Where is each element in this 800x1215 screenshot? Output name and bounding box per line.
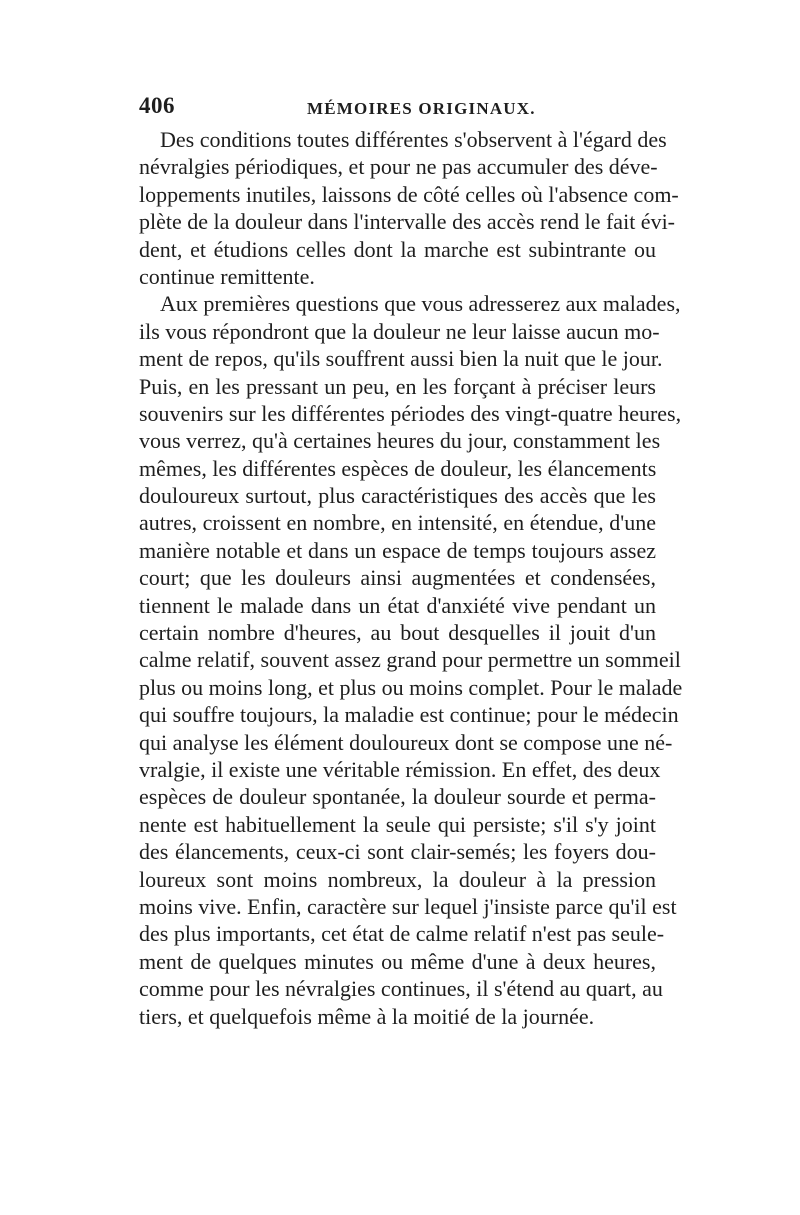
text-line: manière notable et dans un espace de temps toujours assez xyxy=(139,537,656,563)
text-line: plus ou moins long, et plus ou moins complet. Pour le malade xyxy=(139,674,683,700)
text-line: ment de repos, qu'ils souffrent aussi bien la nuit que le jour. xyxy=(139,346,663,372)
text-line: Des conditions toutes différentes s'observent à l'égard des xyxy=(160,127,667,152)
text-line: mêmes, les différentes espèces de douleur, les élancements xyxy=(139,455,657,481)
text-line: tiennent le malade dans un état d'anxiété vive pendant un xyxy=(139,592,656,618)
text-line: des élancements, ceux-ci sont clair-semés; les foyers dou- xyxy=(139,839,656,865)
page-header xyxy=(139,93,655,123)
text-line: plète de la douleur dans l'intervalle des accès rend le fait évi- xyxy=(139,209,676,235)
text-line: comme pour les névralgies continues, il s'étend au quart, au xyxy=(139,976,663,1002)
text-line: dent, et étudions celles dont la marche est subintrante ou xyxy=(139,236,656,262)
text-line: Aux premières questions que vous adresserez aux malades, xyxy=(160,291,681,317)
text-line: des plus importants, cet état de calme relatif n'est pas seule- xyxy=(139,921,665,947)
body-text xyxy=(139,126,683,1030)
text-line: souvenirs sur les différentes périodes des vingt-quatre heures, xyxy=(139,400,682,426)
text-line: vous verrez, qu'à certaines heures du jour, constamment les xyxy=(139,428,661,454)
page-number: 406 xyxy=(139,93,175,118)
text-line: continue remittente. xyxy=(139,263,315,289)
text-line: calme relatif, souvent assez grand pour permettre un sommeil xyxy=(139,647,681,673)
text-line: ils vous répondront que la douleur ne leur laisse aucun mo- xyxy=(139,318,660,344)
text-line: certain nombre d'heures, au bout desquelles il jouit d'un xyxy=(139,620,656,646)
text-line: loppements inutiles, laissons de côté celles où l'absence com- xyxy=(139,181,679,207)
text-line: nente est habituellement la seule qui persiste; s'il s'y joint xyxy=(139,811,656,837)
paragraph-2 xyxy=(139,290,683,1030)
text-line: loureux sont moins nombreux, la douleur à la pression xyxy=(139,866,656,892)
text-line: qui analyse les élément douloureux dont se compose une né- xyxy=(139,729,673,755)
text-line: ment de quelques minutes ou même d'une à deux heures, xyxy=(139,948,656,974)
text-line: Puis, en les pressant un peu, en les forçant à préciser leurs xyxy=(139,373,656,399)
text-line: tiers, et quelquefois même à la moitié de la journée. xyxy=(139,1003,595,1029)
text-line: névralgies périodiques, et pour ne pas accumuler des déve- xyxy=(139,154,658,180)
text-line: moins vive. Enfin, caractère sur lequel j'insiste parce qu'il est xyxy=(139,893,677,919)
running-title: MÉMOIRES ORIGINAUX. xyxy=(307,99,536,118)
text-line: vralgie, il existe une véritable rémission. En effet, des deux xyxy=(139,756,661,782)
paragraph-1 xyxy=(139,126,679,290)
text-line: douloureux surtout, plus caractéristiques des accès que les xyxy=(139,483,656,509)
text-line: espèces de douleur spontanée, la douleur sourde et perma- xyxy=(139,784,656,810)
text-line: autres, croissent en nombre, en intensité, en étendue, d'une xyxy=(139,510,656,536)
text-line: court; que les douleurs ainsi augmentées et condensées, xyxy=(139,565,656,591)
text-line: qui souffre toujours, la maladie est continue; pour le médecin xyxy=(139,702,679,728)
